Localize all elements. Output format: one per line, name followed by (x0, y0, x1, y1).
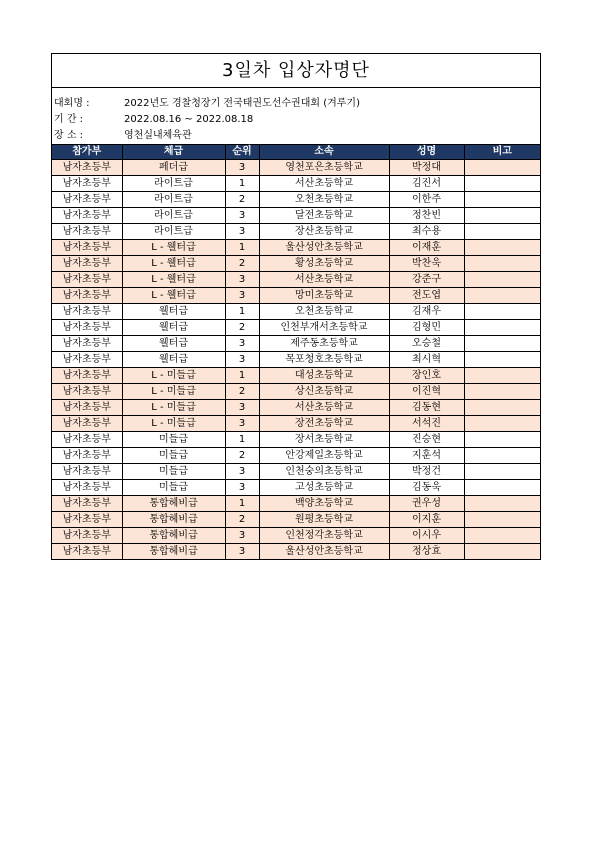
info-row-period (52, 112, 540, 128)
info-label: 장 소 : (54, 130, 84, 141)
cell-name: 박정대 (389, 160, 464, 176)
cell-school: 망미초등학교 (259, 288, 389, 304)
cell-school: 백양초등학교 (259, 496, 389, 512)
cell-rank: 2 (225, 448, 259, 464)
cell-division: 남자초등부 (52, 528, 122, 544)
cell-school: 고성초등학교 (259, 480, 389, 496)
cell-weight: L - 웰터급 (122, 272, 225, 288)
info-label: 기 간 : (54, 114, 84, 125)
table-row (52, 336, 540, 352)
cell-weight: 미들급 (122, 432, 225, 448)
cell-school: 오천초등학교 (259, 192, 389, 208)
cell-name: 서석진 (389, 416, 464, 432)
cell-name: 정찬빈 (389, 208, 464, 224)
table-row (52, 320, 540, 336)
cell-school: 울산성안초등학교 (259, 240, 389, 256)
cell-weight: 통합헤비급 (122, 544, 225, 560)
table-header-row (52, 145, 540, 160)
col-header-name: 성명 (389, 145, 464, 160)
cell-note (464, 512, 540, 528)
cell-division: 남자초등부 (52, 320, 122, 336)
info-label: 대회명 : (54, 98, 90, 109)
cell-name: 김재우 (389, 304, 464, 320)
cell-school: 장산초등학교 (259, 224, 389, 240)
cell-division: 남자초등부 (52, 464, 122, 480)
table-row (52, 192, 540, 208)
cell-school: 장서초등학교 (259, 432, 389, 448)
cell-rank: 3 (225, 160, 259, 176)
table-row (52, 480, 540, 496)
table-row (52, 544, 540, 560)
cell-weight: L - 웰터급 (122, 288, 225, 304)
table-row (52, 400, 540, 416)
cell-rank: 3 (225, 352, 259, 368)
table-row (52, 448, 540, 464)
cell-division: 남자초등부 (52, 224, 122, 240)
cell-name: 강준구 (389, 272, 464, 288)
cell-note (464, 288, 540, 304)
cell-name: 전도엽 (389, 288, 464, 304)
cell-rank: 1 (225, 304, 259, 320)
cell-note (464, 448, 540, 464)
cell-division: 남자초등부 (52, 160, 122, 176)
cell-school: 인천숭의초등학교 (259, 464, 389, 480)
cell-name: 박정건 (389, 464, 464, 480)
cell-school: 울산성안초등학교 (259, 544, 389, 560)
cell-rank: 3 (225, 336, 259, 352)
cell-division: 남자초등부 (52, 480, 122, 496)
col-header-weight: 체급 (122, 145, 225, 160)
cell-weight: L - 미들급 (122, 368, 225, 384)
cell-name: 이재훈 (389, 240, 464, 256)
cell-rank: 3 (225, 480, 259, 496)
cell-name: 지훈석 (389, 448, 464, 464)
cell-weight: 라이트급 (122, 208, 225, 224)
table-row (52, 352, 540, 368)
cell-note (464, 432, 540, 448)
cell-weight: L - 웰터급 (122, 240, 225, 256)
table-row (52, 304, 540, 320)
cell-weight: 웰터급 (122, 320, 225, 336)
cell-weight: 라이트급 (122, 176, 225, 192)
cell-note (464, 272, 540, 288)
cell-weight: 웰터급 (122, 304, 225, 320)
table-row (52, 288, 540, 304)
cell-weight: L - 미들급 (122, 416, 225, 432)
cell-rank: 1 (225, 240, 259, 256)
cell-school: 안강제일초등학교 (259, 448, 389, 464)
cell-division: 남자초등부 (52, 496, 122, 512)
cell-note (464, 464, 540, 480)
cell-division: 남자초등부 (52, 512, 122, 528)
cell-weight: L - 미들급 (122, 400, 225, 416)
table-row (52, 272, 540, 288)
cell-school: 인천부개서초등학교 (259, 320, 389, 336)
cell-rank: 1 (225, 176, 259, 192)
cell-note (464, 176, 540, 192)
table-row (52, 464, 540, 480)
cell-school: 영천포은초등학교 (259, 160, 389, 176)
info-value: 2022.08.16 ~ 2022.08.18 (124, 114, 254, 125)
cell-division: 남자초등부 (52, 304, 122, 320)
cell-name: 박찬욱 (389, 256, 464, 272)
cell-rank: 2 (225, 320, 259, 336)
cell-rank: 3 (225, 272, 259, 288)
cell-school: 오천초등학교 (259, 304, 389, 320)
cell-name: 최시혁 (389, 352, 464, 368)
cell-school: 서산초등학교 (259, 400, 389, 416)
cell-school: 서산초등학교 (259, 272, 389, 288)
winners-table (52, 144, 540, 559)
cell-rank: 3 (225, 464, 259, 480)
cell-note (464, 416, 540, 432)
cell-division: 남자초등부 (52, 192, 122, 208)
cell-name: 권우성 (389, 496, 464, 512)
cell-weight: L - 웰터급 (122, 256, 225, 272)
cell-note (464, 496, 540, 512)
cell-name: 최수용 (389, 224, 464, 240)
cell-note (464, 320, 540, 336)
cell-school: 달전초등학교 (259, 208, 389, 224)
table-row (52, 512, 540, 528)
cell-name: 이진혁 (389, 384, 464, 400)
cell-weight: 페더급 (122, 160, 225, 176)
cell-rank: 3 (225, 400, 259, 416)
col-header-rank: 순위 (225, 145, 259, 160)
cell-note (464, 208, 540, 224)
cell-division: 남자초등부 (52, 416, 122, 432)
cell-weight: L - 미들급 (122, 384, 225, 400)
cell-rank: 3 (225, 544, 259, 560)
table-body (52, 160, 540, 560)
table-row (52, 256, 540, 272)
cell-note (464, 240, 540, 256)
cell-rank: 2 (225, 512, 259, 528)
cell-note (464, 224, 540, 240)
cell-rank: 3 (225, 224, 259, 240)
cell-division: 남자초등부 (52, 288, 122, 304)
cell-rank: 3 (225, 288, 259, 304)
table-row (52, 528, 540, 544)
cell-division: 남자초등부 (52, 336, 122, 352)
cell-school: 대성초등학교 (259, 368, 389, 384)
cell-weight: 라이트급 (122, 192, 225, 208)
cell-weight: 통합헤비급 (122, 512, 225, 528)
cell-name: 이한주 (389, 192, 464, 208)
cell-division: 남자초등부 (52, 176, 122, 192)
cell-note (464, 544, 540, 560)
cell-school: 상신초등학교 (259, 384, 389, 400)
table-row (52, 176, 540, 192)
cell-name: 이시우 (389, 528, 464, 544)
table-row (52, 160, 540, 176)
cell-name: 진승현 (389, 432, 464, 448)
cell-note (464, 160, 540, 176)
cell-weight: 웰터급 (122, 352, 225, 368)
table-row (52, 240, 540, 256)
cell-weight: 미들급 (122, 448, 225, 464)
col-header-division: 참가부 (52, 145, 122, 160)
cell-school: 목포청호초등학교 (259, 352, 389, 368)
cell-rank: 3 (225, 528, 259, 544)
cell-weight: 라이트급 (122, 224, 225, 240)
cell-school: 인천정각초등학교 (259, 528, 389, 544)
cell-school: 장전초등학교 (259, 416, 389, 432)
cell-division: 남자초등부 (52, 448, 122, 464)
cell-name: 김동욱 (389, 480, 464, 496)
cell-weight: 통합헤비급 (122, 496, 225, 512)
cell-school: 황성초등학교 (259, 256, 389, 272)
info-row-venue (52, 128, 540, 144)
cell-rank: 1 (225, 368, 259, 384)
table-row (52, 384, 540, 400)
cell-rank: 1 (225, 432, 259, 448)
cell-rank: 3 (225, 208, 259, 224)
col-header-note: 비고 (464, 145, 540, 160)
cell-note (464, 336, 540, 352)
cell-weight: 미들급 (122, 480, 225, 496)
cell-name: 김진서 (389, 176, 464, 192)
cell-name: 김형민 (389, 320, 464, 336)
cell-note (464, 352, 540, 368)
cell-division: 남자초등부 (52, 544, 122, 560)
event-info (52, 88, 540, 144)
cell-rank: 2 (225, 384, 259, 400)
table-row (52, 416, 540, 432)
cell-school: 서산초등학교 (259, 176, 389, 192)
info-row-event (52, 96, 540, 112)
cell-division: 남자초등부 (52, 368, 122, 384)
cell-school: 원평초등학교 (259, 512, 389, 528)
info-value: 2022년도 경찰청장기 전국태권도선수권대회 (겨루기) (124, 98, 360, 109)
results-sheet (51, 53, 541, 560)
cell-school: 제주동초등학교 (259, 336, 389, 352)
cell-note (464, 400, 540, 416)
cell-division: 남자초등부 (52, 240, 122, 256)
cell-name: 장인호 (389, 368, 464, 384)
cell-note (464, 480, 540, 496)
table-row (52, 208, 540, 224)
cell-division: 남자초등부 (52, 272, 122, 288)
cell-name: 오승철 (389, 336, 464, 352)
cell-weight: 통합헤비급 (122, 528, 225, 544)
cell-rank: 2 (225, 256, 259, 272)
info-value: 영천실내체육관 (124, 130, 192, 141)
table-row (52, 224, 540, 240)
cell-division: 남자초등부 (52, 256, 122, 272)
cell-note (464, 304, 540, 320)
table-row (52, 432, 540, 448)
cell-division: 남자초등부 (52, 208, 122, 224)
page-title: 3일차 입상자명단 (52, 54, 540, 88)
cell-name: 김동현 (389, 400, 464, 416)
cell-weight: 미들급 (122, 464, 225, 480)
col-header-school: 소속 (259, 145, 389, 160)
cell-weight: 웰터급 (122, 336, 225, 352)
cell-name: 이지훈 (389, 512, 464, 528)
table-row (52, 496, 540, 512)
cell-note (464, 384, 540, 400)
cell-division: 남자초등부 (52, 352, 122, 368)
cell-rank: 3 (225, 416, 259, 432)
cell-division: 남자초등부 (52, 400, 122, 416)
cell-note (464, 192, 540, 208)
cell-rank: 2 (225, 192, 259, 208)
cell-division: 남자초등부 (52, 432, 122, 448)
cell-name: 정상효 (389, 544, 464, 560)
cell-division: 남자초등부 (52, 384, 122, 400)
cell-note (464, 368, 540, 384)
table-row (52, 368, 540, 384)
cell-rank: 1 (225, 496, 259, 512)
cell-note (464, 528, 540, 544)
cell-note (464, 256, 540, 272)
